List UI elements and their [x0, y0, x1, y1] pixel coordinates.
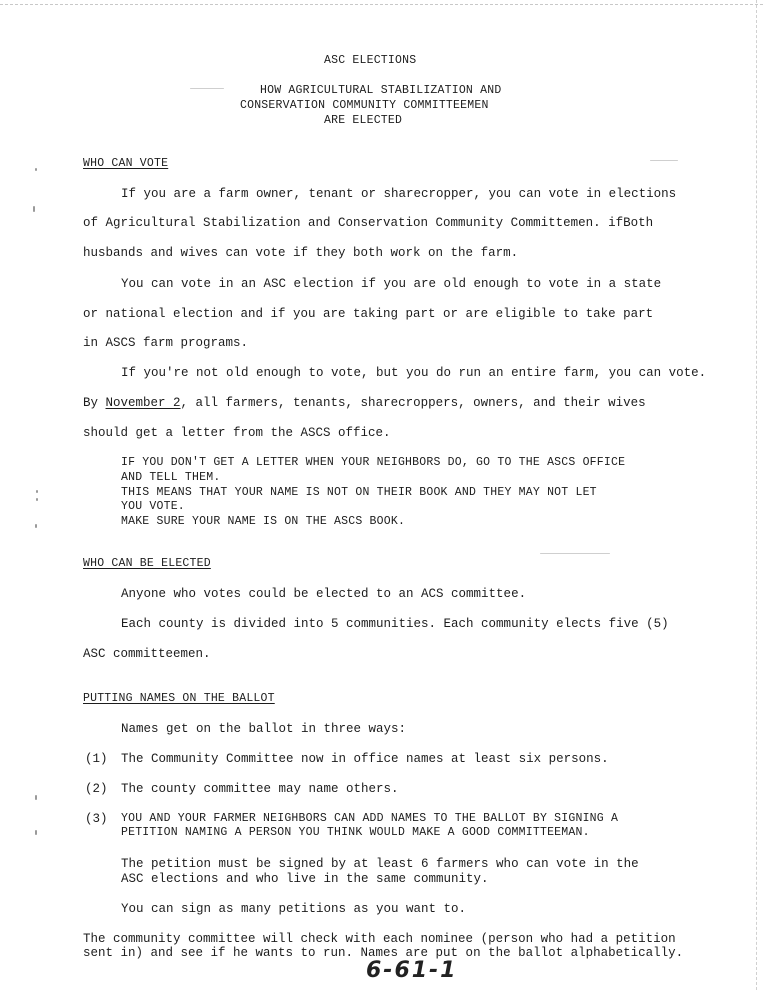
section-heading-who-can-vote: WHO CAN VOTE	[83, 157, 169, 170]
scan-speck	[33, 206, 35, 212]
notice-line-1: IF YOU DON'T GET A LETTER WHEN YOUR NEIGHBORS DO, GO TO THE ASCS OFFICE	[121, 456, 626, 469]
vote-para2-line1: You can vote in an ASC election if you are old enough to vote in a state	[121, 277, 662, 291]
vote-para1-line3: husbands and wives can vote if they both work on the farm.	[83, 246, 519, 260]
subtitle-line-1: HOW AGRICULTURAL STABILIZATION AND	[260, 84, 502, 97]
vote-para2-line3: in ASCS farm programs.	[83, 336, 249, 350]
vote-para1-line1: If you are a farm owner, tenant or sharecropper, you can vote in elections	[121, 187, 677, 201]
scan-streak	[650, 160, 678, 161]
scan-speck	[35, 168, 37, 171]
notice-line-5: MAKE SURE YOUR NAME IS ON THE ASCS BOOK.	[121, 515, 406, 528]
ballot-item-1-number: (1)	[85, 752, 108, 766]
elected-para2-line2: ASC committeemen.	[83, 647, 211, 661]
scan-streak	[190, 88, 224, 89]
scan-speck	[35, 795, 37, 800]
ballot-item-3-line-1: YOU AND YOUR FARMER NEIGHBORS CAN ADD NAMES TO THE BALLOT BY SIGNING A	[121, 812, 619, 825]
ballot-item-2-number: (2)	[85, 782, 108, 796]
scan-speck	[35, 830, 37, 835]
vote-para2-line2: or national election and if you are taking part or are eligible to take part	[83, 307, 654, 321]
vote-para1-line2: of Agricultural Stabilization and Conservation Community Committemen. ifBoth	[83, 216, 654, 230]
ballot-item-3-line-2: PETITION NAMING A PERSON YOU THINK WOULD MAKE A GOOD COMMITTEEMAN.	[121, 826, 590, 839]
handwritten-page-number: 6-61-1	[366, 958, 458, 983]
closing-line-1: The community committee will check with each nominee (person who had a petition	[83, 932, 676, 946]
notice-line-2: AND TELL THEM.	[121, 471, 221, 484]
page-edge-top	[0, 4, 763, 5]
vote-para3-rest: , all farmers, tenants, sharecroppers, owners, and their wives	[180, 396, 646, 410]
ballot-item-3-number: (3)	[85, 812, 108, 826]
sign-petitions-para: You can sign as many petitions as you want to.	[121, 902, 467, 916]
vote-para3-line1: If you're not old enough to vote, but you do run an entire farm, you can vote.	[121, 366, 707, 380]
subtitle-line-3: ARE ELECTED	[324, 114, 403, 127]
election-letter-date: November 2	[105, 396, 181, 410]
scan-speck	[36, 498, 38, 501]
notice-line-3: THIS MEANS THAT YOUR NAME IS NOT ON THEIR BOOK AND THEY MAY NOT LET	[121, 486, 597, 499]
notice-line-4: YOU VOTE.	[121, 500, 185, 513]
document-title: ASC ELECTIONS	[324, 54, 417, 67]
page-edge-right	[756, 0, 757, 990]
elected-para2-line1: Each county is divided into 5 communities. Each community elects five (5)	[121, 617, 669, 631]
scan-speck	[36, 490, 38, 493]
vote-para3-line3: should get a letter from the ASCS office.	[83, 426, 391, 440]
ballot-item-1-text: The Community Committee now in office names at least six persons.	[121, 752, 609, 766]
vote-para3-line2	[83, 396, 646, 410]
subtitle-line-2: CONSERVATION COMMUNITY COMMITTEEMEN	[240, 99, 489, 112]
elected-para1: Anyone who votes could be elected to an ACS committee.	[121, 587, 527, 601]
ballot-intro: Names get on the ballot in three ways:	[121, 722, 407, 736]
closing-line-2: sent in) and see if he wants to run. Names are put on the ballot alphabetically.	[83, 946, 684, 960]
vote-para3-by: By	[83, 396, 106, 410]
scan-speck	[35, 524, 37, 528]
petition-para-line1: The petition must be signed by at least 6 farmers who can vote in the	[121, 857, 639, 871]
scan-streak	[540, 553, 610, 554]
section-heading-who-can-be-elected: WHO CAN BE ELECTED	[83, 557, 211, 570]
section-heading-putting-names-on-ballot: PUTTING NAMES ON THE BALLOT	[83, 692, 275, 705]
ballot-item-2-text: The county committee may name others.	[121, 782, 399, 796]
petition-para-line2: ASC elections and who live in the same community.	[121, 872, 489, 886]
